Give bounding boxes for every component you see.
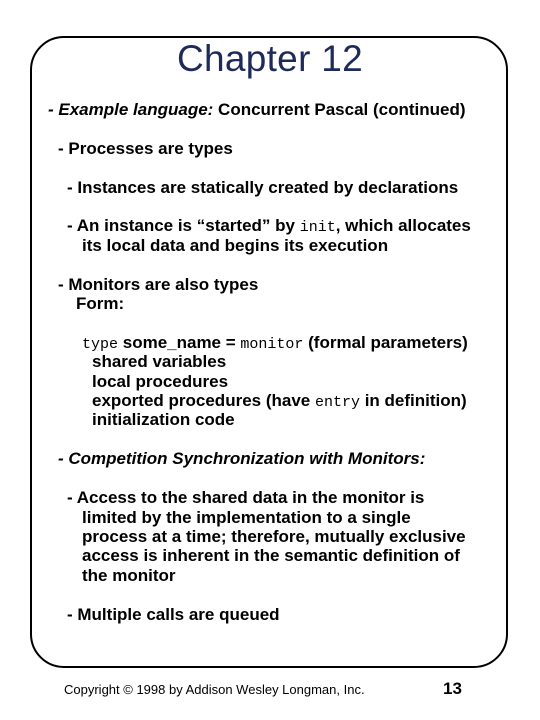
form-params: (formal parameters) bbox=[303, 333, 468, 352]
page-number: 13 bbox=[443, 679, 462, 698]
access-line-2: limited by the implementation to a single bbox=[82, 508, 411, 527]
slide-title: Chapter 12 bbox=[176, 38, 364, 79]
instance-started-line-2: its local data and begins its execution bbox=[82, 236, 389, 255]
access-line-4: access is inherent in the semantic definition of bbox=[82, 546, 460, 565]
example-language-line bbox=[48, 100, 466, 120]
local-procedures: local procedures bbox=[92, 372, 229, 391]
entry-keyword: entry bbox=[314, 394, 360, 411]
exported-text-b: in definition) bbox=[359, 391, 467, 410]
competition-sync-heading: - Competition Synchronization with Monitors: bbox=[58, 449, 426, 468]
monitors-are-types: - Monitors are also types bbox=[58, 275, 259, 294]
access-line-1: - Access to the shared data in the monitor is bbox=[67, 488, 425, 507]
shared-variables: shared variables bbox=[92, 352, 227, 371]
form-name: some_name = bbox=[118, 333, 241, 352]
type-keyword: type bbox=[82, 336, 119, 353]
access-line-3: process at a time; therefore, mutually exclusive bbox=[82, 527, 466, 546]
instance-started-text-a: - An instance is “started” by bbox=[67, 216, 300, 235]
instance-started-line bbox=[67, 216, 471, 238]
monitor-keyword: monitor bbox=[240, 336, 304, 353]
processes-are-types: - Processes are types bbox=[58, 139, 233, 158]
exported-text-a: exported procedures (have bbox=[92, 391, 315, 410]
form-label: Form: bbox=[76, 294, 125, 313]
access-line-5: the monitor bbox=[82, 566, 176, 585]
initialization-code: initialization code bbox=[92, 410, 235, 429]
instance-started-text-b: , which allocates bbox=[335, 216, 471, 235]
multiple-calls-queued: - Multiple calls are queued bbox=[67, 605, 280, 624]
init-keyword: init bbox=[299, 219, 336, 236]
copyright-footer: Copyright © 1998 by Addison Wesley Longman, Inc. bbox=[64, 682, 365, 697]
example-language-value: Concurrent Pascal (continued) bbox=[213, 100, 466, 119]
example-language-label: - Example language: bbox=[48, 100, 214, 119]
instances-statically-created: - Instances are statically created by declarations bbox=[67, 178, 459, 197]
